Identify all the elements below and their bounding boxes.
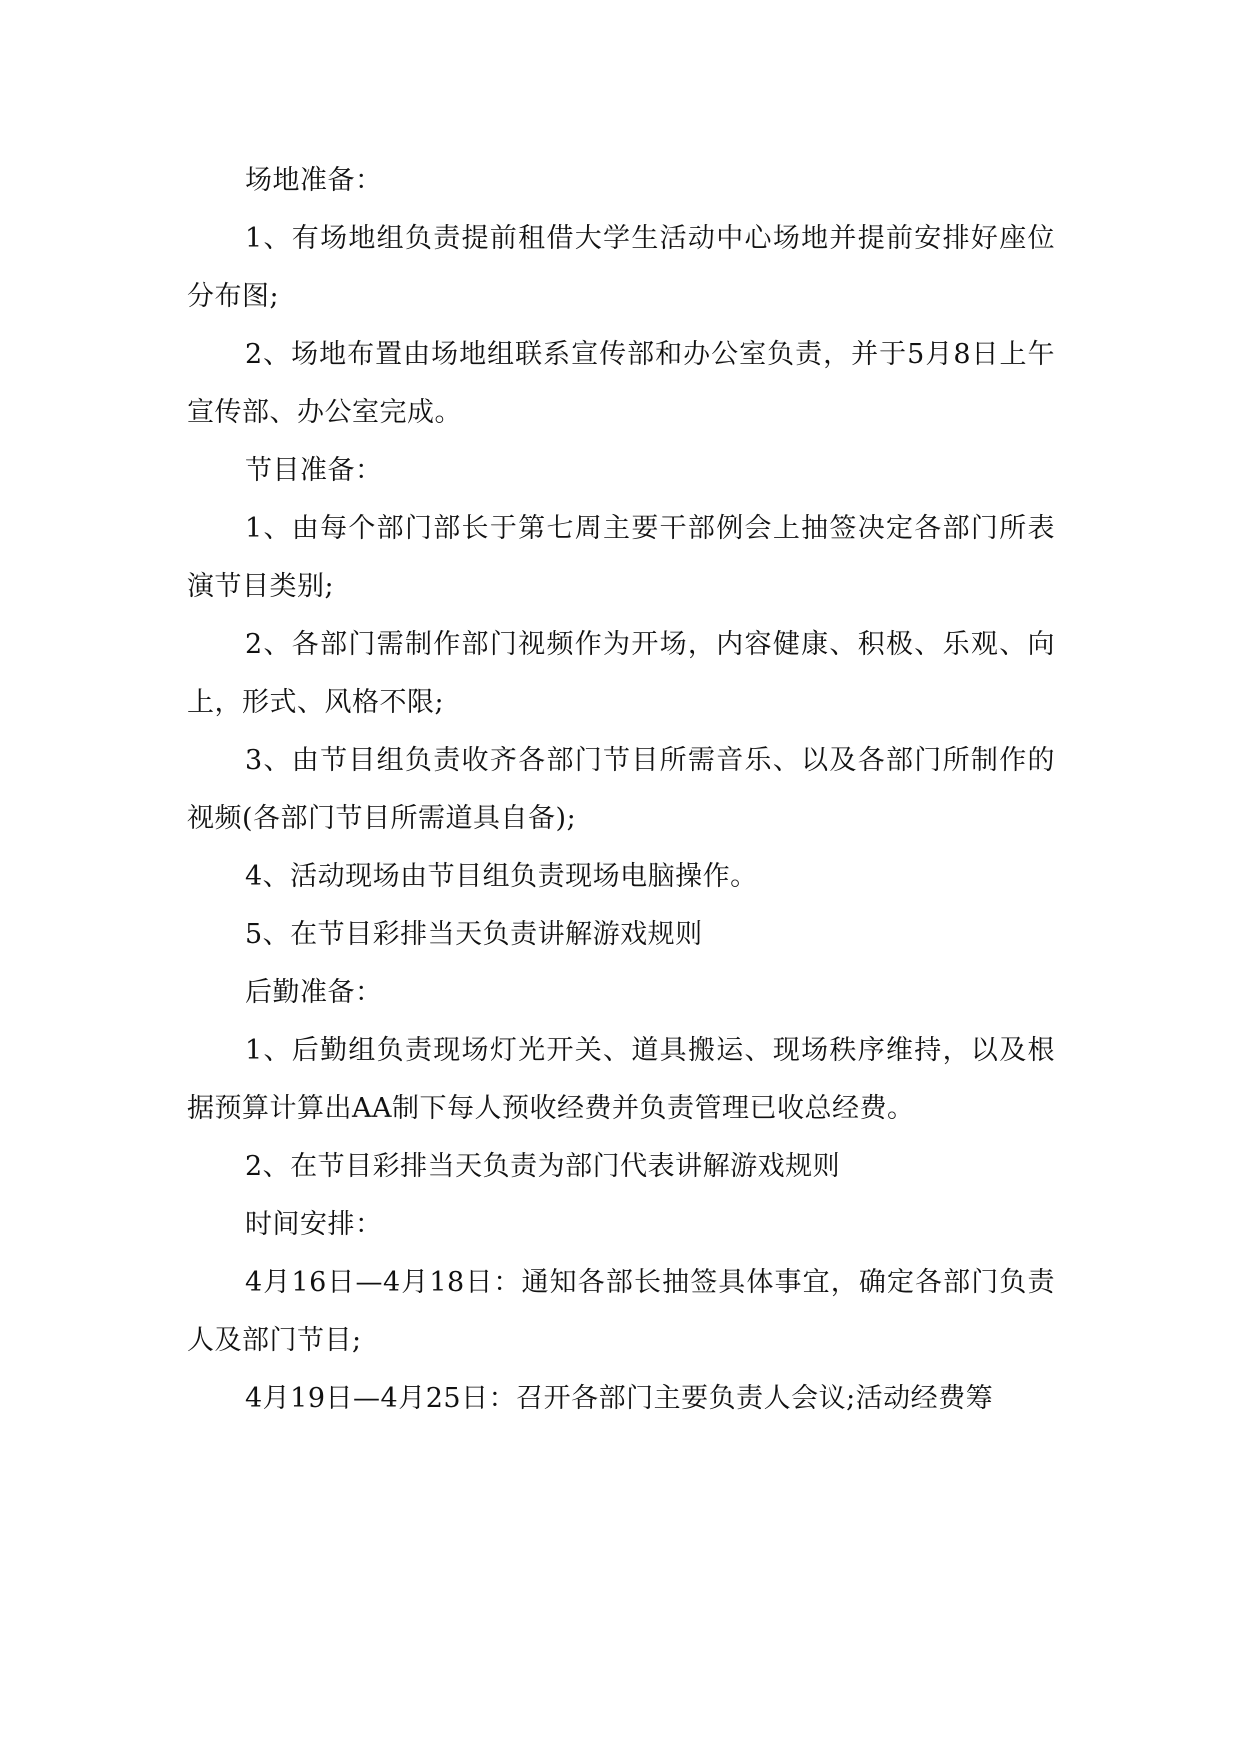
paragraph: 2、场地布置由场地组联系宣传部和办公室负责，并于5月8日上午宣传部、办公室完成。	[187, 339, 1055, 428]
section-heading-program: 节目准备：	[245, 455, 383, 486]
paragraph: 5、在节目彩排当天负责讲解游戏规则	[245, 919, 703, 950]
paragraph: 1、有场地组负责提前租借大学生活动中心场地并提前安排好座位分布图;	[187, 223, 1055, 312]
paragraph: 4、活动现场由节目组负责现场电脑操作。	[245, 861, 758, 892]
section-heading-schedule: 时间安排：	[245, 1209, 383, 1240]
paragraph: 1、由每个部门部长于第七周主要干部例会上抽签决定各部门所表演节目类别;	[187, 513, 1055, 602]
section-heading-logistics: 后勤准备：	[245, 977, 383, 1008]
paragraph: 2、各部门需制作部门视频作为开场，内容健康、积极、乐观、向上，形式、风格不限;	[187, 629, 1055, 718]
paragraph: 1、后勤组负责现场灯光开关、道具搬运、现场秩序维持，以及根据预算计算出AA制下每人预收经费并负责管理已收总经费。	[187, 1035, 1055, 1124]
document-body	[187, 152, 1055, 1428]
paragraph: 2、在节目彩排当天负责为部门代表讲解游戏规则	[245, 1151, 841, 1182]
paragraph: 4月19日—4月25日：召开各部门主要负责人会议;活动经费筹	[245, 1383, 994, 1414]
section-heading-venue: 场地准备：	[245, 165, 383, 196]
paragraph: 4月16日—4月18日：通知各部长抽签具体事宜，确定各部门负责人及部门节目;	[187, 1267, 1055, 1356]
paragraph: 3、由节目组负责收齐各部门节目所需音乐、以及各部门所制作的视频(各部门节目所需道具自备);	[187, 745, 1055, 834]
